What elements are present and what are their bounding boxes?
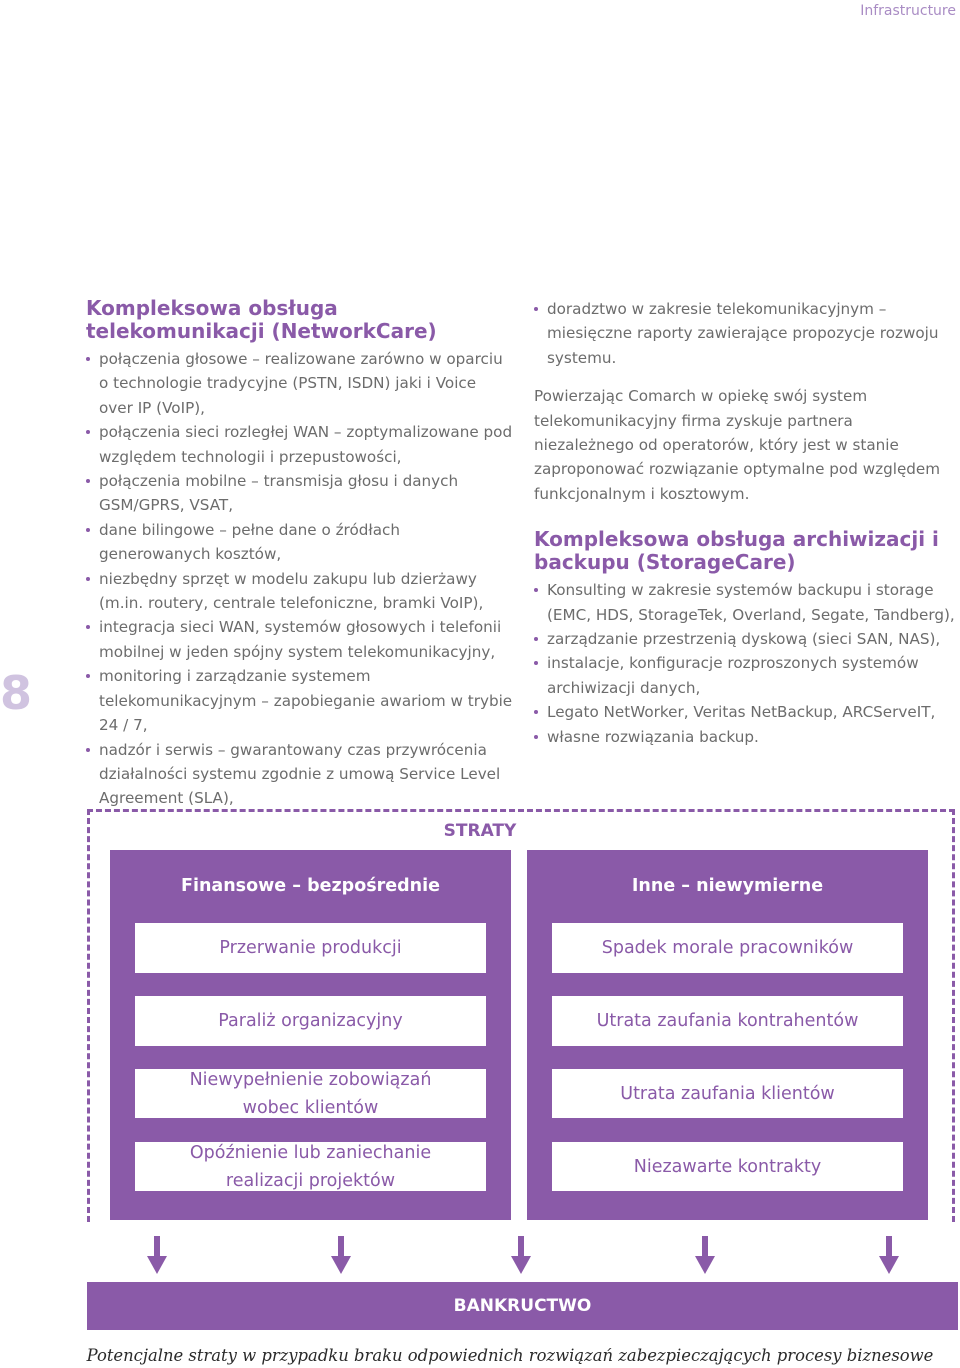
down-arrow-icon — [147, 1236, 167, 1274]
loss-box: Przerwanie produkcji — [135, 923, 486, 973]
loss-box: Niezawarte kontrakty — [552, 1142, 903, 1191]
bankruptcy-box: BANKRUCTWO — [87, 1282, 958, 1330]
list-item: monitoring i zarządzanie systemem telekomunikacyjnym – zapobieganie awariom w trybie 24 / 7, — [86, 664, 514, 737]
figure-caption: Potencjalne straty w przypadku braku odpowiednich rozwiązań zabezpieczających procesy biznesowe — [86, 1346, 934, 1365]
left-column — [86, 297, 514, 811]
loss-box: Spadek morale pracowników — [552, 923, 903, 973]
list-item: własne rozwiązania backup. — [534, 725, 956, 749]
list-item: integracja sieci WAN, systemów głosowych i telefonii mobilnej w jeden spójny system telekomunikacyjny, — [86, 615, 514, 664]
loss-box: Utrata zaufania kontrahentów — [552, 996, 903, 1046]
loss-box: Utrata zaufania klientów — [552, 1069, 903, 1118]
list-item: doradztwo w zakresie telekomunikacyjnym – miesięczne raporty zawierające propozycje rozwoju systemu. — [534, 297, 956, 370]
loss-box: Paraliż organizacyjny — [135, 996, 486, 1046]
panel-title: Finansowe – bezpośrednie — [181, 876, 440, 896]
section-label: Infrastructure — [860, 3, 956, 19]
loss-box: Opóźnienie lub zaniechanie realizacji projektów — [135, 1142, 486, 1191]
down-arrow-icon — [879, 1236, 899, 1274]
list-item: połączenia mobilne – transmisja głosu i danych GSM/GPRS, VSAT, — [86, 469, 514, 518]
list-item: instalacje, konfiguracje rozproszonych systemów archiwizacji danych, — [534, 651, 956, 700]
down-arrow-icon — [331, 1236, 351, 1274]
financial-losses-panel — [110, 850, 511, 1220]
list-item: Konsulting w zakresie systemów backupu i storage (EMC, HDS, StorageTek, Overland, Segate, Tandberg), — [534, 578, 956, 627]
list-item: dane bilingowe – pełne dane o źródłach generowanych kosztów, — [86, 518, 514, 567]
panel-title: Inne – niewymierne — [631, 876, 824, 896]
list-item: zarządzanie przestrzenią dyskową (sieci SAN, NAS), — [534, 627, 956, 651]
networkcare-list — [86, 347, 514, 811]
page-number: 8 — [0, 666, 33, 720]
losses-title: STRATY — [443, 821, 517, 841]
list-item: niezbędny sprzęt w modelu zakupu lub dzierżawy (m.in. routery, centrale telefoniczne, bramki VoIP), — [86, 567, 514, 616]
right-column — [534, 297, 956, 749]
down-arrow-icon — [695, 1236, 715, 1274]
down-arrows — [0, 1236, 960, 1282]
list-item: Legato NetWorker, Veritas NetBackup, ARCServeIT, — [534, 700, 956, 724]
networkcare-heading: Kompleksowa obsługa telekomunikacji (NetworkCare) — [86, 296, 437, 343]
networkcare-list-continued — [534, 297, 956, 370]
list-item: połączenia głosowe – realizowane zarówno w oparciu o technologie tradycyjne (PSTN, ISDN) jaki i Voice over IP (VoIP), — [86, 347, 514, 420]
down-arrow-icon — [511, 1236, 531, 1274]
comarch-paragraph: Powierzając Comarch w opiekę swój system telekomunikacyjny firma zyskuje partnera niezależnego od operatorów, który jest w stanie zaproponować rozwiązanie optymalne pod względem funkcjonalnym i kosztowym. — [534, 387, 941, 503]
list-item: połączenia sieci rozległej WAN – zoptymalizowane pod względem technologii i przepustowości, — [86, 420, 514, 469]
storagecare-heading: Kompleksowa obsługa archiwizacji i backupu (StorageCare) — [534, 527, 939, 575]
storagecare-list — [534, 578, 956, 749]
loss-box: Niewypełnienie zobowiązań wobec klientów — [135, 1069, 486, 1118]
intangible-losses-panel — [527, 850, 928, 1220]
list-item: nadzór i serwis – gwarantowany czas przywrócenia działalności systemu zgodnie z umową Service Level Agreement (SLA), — [86, 738, 514, 811]
